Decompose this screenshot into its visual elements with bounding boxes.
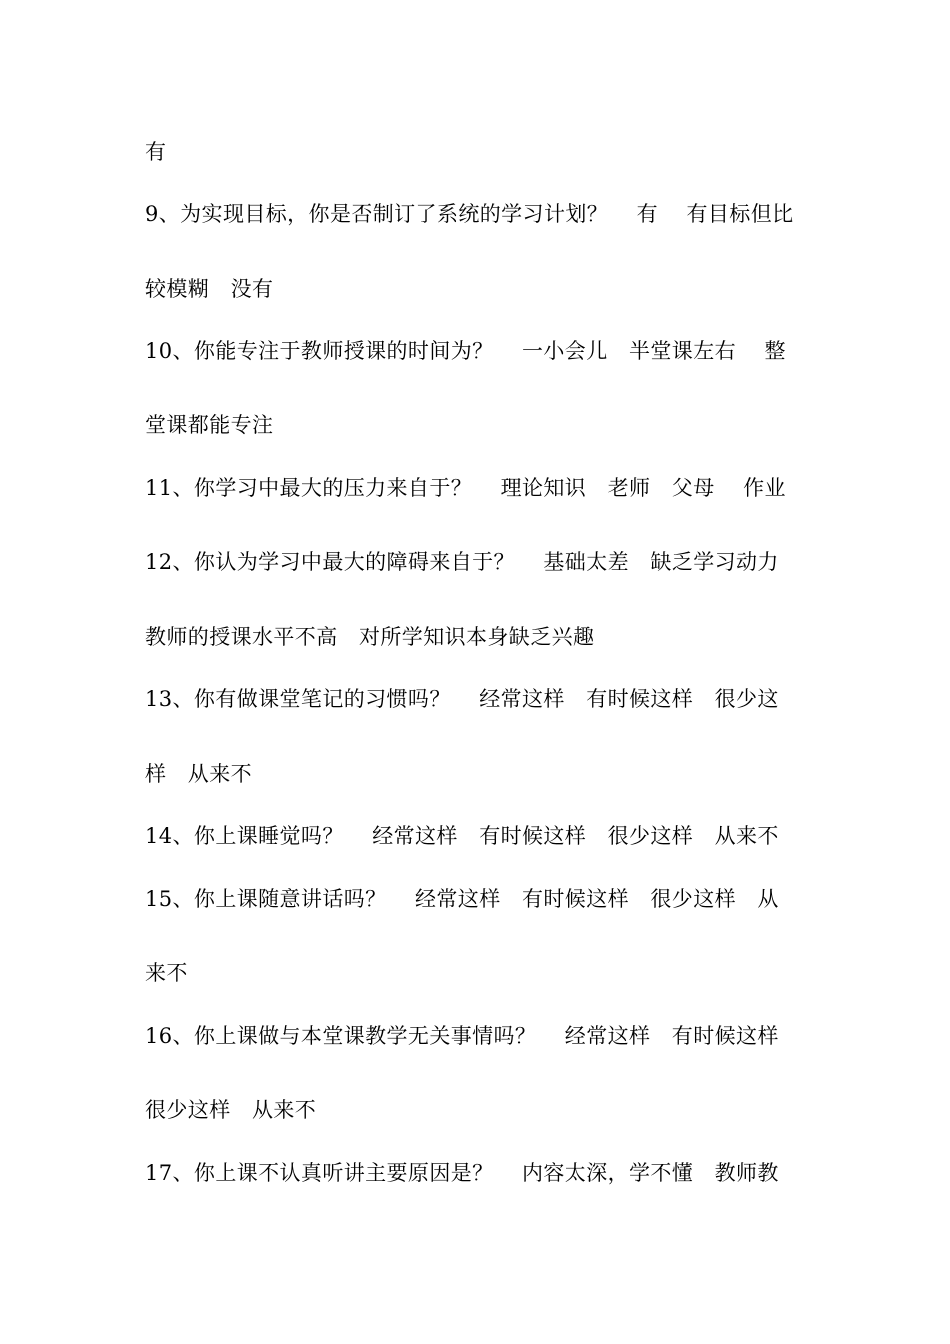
question-12-continuation: 教师的授课水平不高 对所学知识本身缺乏兴趣 <box>145 625 595 649</box>
question-17-line: 17、你上课不认真听讲主要原因是？ 内容太深，学不懂 教师教 <box>145 1161 779 1185</box>
question-15-line: 15、你上课随意讲话吗？ 经常这样 有时候这样 很少这样 从 <box>145 887 779 911</box>
question-13-line: 13、你有做课堂笔记的习惯吗？ 经常这样 有时候这样 很少这 <box>145 687 779 711</box>
question-10-line: 10、你能专注于教师授课的时间为？ 一小会儿 半堂课左右 整 <box>145 339 786 363</box>
question-9-continuation: 较模糊 没有 <box>145 277 274 301</box>
question-16-line: 16、你上课做与本堂课教学无关事情吗？ 经常这样 有时候这样 <box>145 1024 779 1048</box>
question-14-line: 14、你上课睡觉吗？ 经常这样 有时候这样 很少这样 从来不 <box>145 824 779 848</box>
question-12-line: 12、你认为学习中最大的障碍来自于？ 基础太差 缺乏学习动力 <box>145 550 779 574</box>
text-line-1: 有 <box>145 140 167 164</box>
question-15-continuation: 来不 <box>145 961 188 985</box>
question-10-continuation: 堂课都能专注 <box>145 413 274 437</box>
question-9-line: 9、为实现目标，你是否制订了系统的学习计划？ 有 有目标但比 <box>145 202 794 226</box>
question-11-line: 11、你学习中最大的压力来自于？ 理论知识 老师 父母 作业 <box>145 476 786 500</box>
question-16-continuation: 很少这样 从来不 <box>145 1098 317 1122</box>
question-13-continuation: 样 从来不 <box>145 762 252 786</box>
